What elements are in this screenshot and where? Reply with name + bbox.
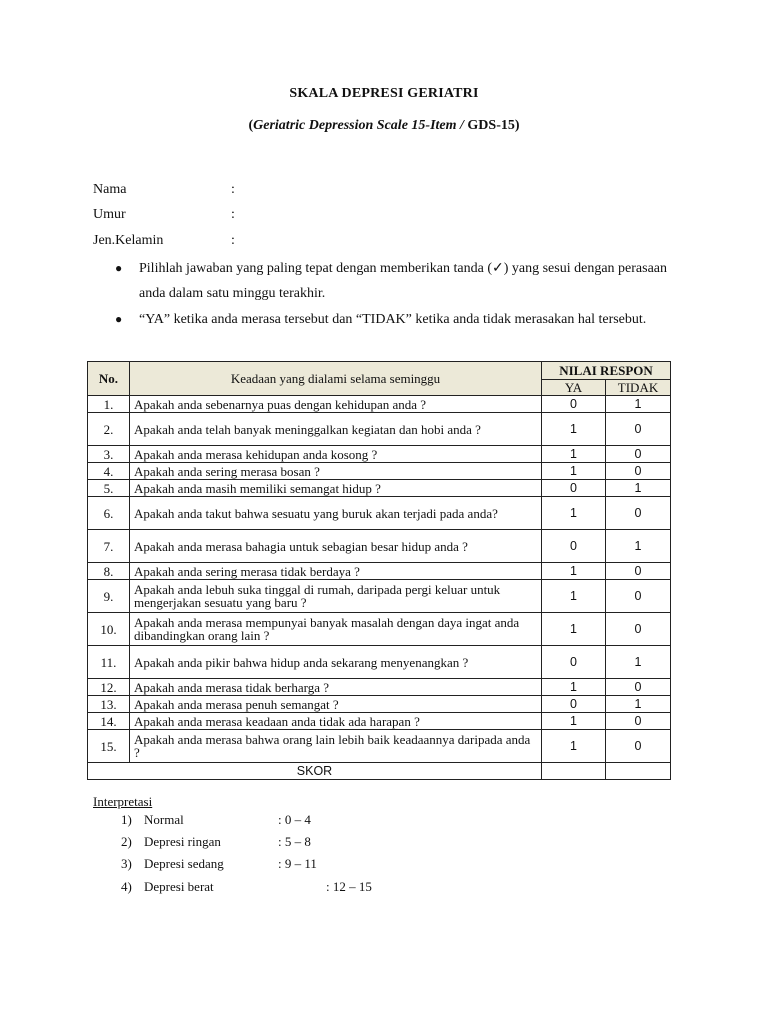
row-number: 15.: [88, 730, 130, 763]
interpretation-value: : 0 – 4: [278, 812, 311, 827]
field-label: Nama: [93, 182, 127, 197]
table-row: [88, 613, 671, 646]
interpretation-num: 1): [121, 812, 132, 827]
interpretation-value: : 9 – 11: [278, 856, 317, 871]
field-colon: :: [231, 233, 235, 248]
row-tidak-value: 0: [606, 580, 671, 613]
row-number: 11.: [88, 646, 130, 679]
interpretation-label: Depresi sedang: [144, 856, 224, 871]
field-jenis-kelamin: [93, 233, 235, 253]
interpretation-title: Interpretasi: [93, 794, 153, 809]
score-label: SKOR: [88, 763, 542, 780]
row-number: 8.: [88, 563, 130, 580]
column-header-no: No.: [88, 362, 130, 396]
row-number: 6.: [88, 497, 130, 530]
row-question: Apakah anda merasa kehidupan anda kosong ?: [130, 446, 542, 463]
table-row: [88, 480, 671, 497]
row-number: 5.: [88, 480, 130, 497]
interpretation-label: Normal: [144, 812, 184, 827]
table-body: [88, 396, 671, 763]
row-question: Apakah anda merasa bahagia untuk sebagian besar hidup anda ?: [130, 530, 542, 563]
table-row: [88, 413, 671, 446]
row-ya-value: 1: [542, 679, 606, 696]
table-row: [88, 580, 671, 613]
column-header-tidak: TIDAK: [606, 380, 671, 396]
interpretation-num: 3): [121, 856, 132, 871]
table-row: [88, 563, 671, 580]
row-number: 1.: [88, 396, 130, 413]
instruction-item: [112, 307, 672, 332]
column-header-item: Keadaan yang dialami selama seminggu: [130, 362, 542, 396]
row-ya-value: 1: [542, 446, 606, 463]
column-header-ya: YA: [542, 380, 606, 396]
interpretation-item: [121, 856, 317, 876]
bullet-icon: ●: [115, 261, 123, 275]
row-ya-value: 0: [542, 646, 606, 679]
row-question: Apakah anda takut bahwa sesuatu yang buruk akan terjadi pada anda?: [130, 497, 542, 530]
field-umur: [93, 207, 235, 227]
row-number: 3.: [88, 446, 130, 463]
row-tidak-value: 0: [606, 563, 671, 580]
subtitle-rest: GDS-15): [467, 118, 520, 133]
row-number: 4.: [88, 463, 130, 480]
row-number: 12.: [88, 679, 130, 696]
score-tidak-cell: [606, 763, 671, 780]
interpretation-item: [121, 834, 311, 854]
row-question: Apakah anda merasa penuh semangat ?: [130, 696, 542, 713]
table-row: [88, 730, 671, 763]
row-tidak-value: 0: [606, 446, 671, 463]
interpretation-item: [121, 879, 372, 899]
row-tidak-value: 0: [606, 713, 671, 730]
row-question: Apakah anda pikir bahwa hidup anda sekarang menyenangkan ?: [130, 646, 542, 679]
interpretation-label: Depresi ringan: [144, 834, 221, 849]
score-ya-cell: [542, 763, 606, 780]
row-question: Apakah anda masih memiliki semangat hidup ?: [130, 480, 542, 497]
row-question: Apakah anda telah banyak meninggalkan kegiatan dan hobi anda ?: [130, 413, 542, 446]
row-question: Apakah anda merasa keadaan anda tidak ada harapan ?: [130, 713, 542, 730]
field-colon: :: [231, 207, 235, 222]
row-ya-value: 0: [542, 396, 606, 413]
gds-table: [87, 361, 671, 780]
table-row: [88, 696, 671, 713]
row-number: 14.: [88, 713, 130, 730]
interpretation-item: [121, 812, 311, 832]
interpretation-value: : 12 – 15: [326, 879, 372, 894]
instruction-item: [112, 256, 672, 306]
row-ya-value: 0: [542, 480, 606, 497]
row-tidak-value: 1: [606, 396, 671, 413]
field-label: Jen.Kelamin: [93, 233, 164, 248]
row-question: Apakah anda sering merasa tidak berdaya ?: [130, 563, 542, 580]
row-question: Apakah anda lebuh suka tinggal di rumah, daripada pergi keluar untuk mengerjakan sesuatu yang baru ?: [130, 580, 542, 613]
row-tidak-value: 0: [606, 730, 671, 763]
row-ya-value: 1: [542, 613, 606, 646]
subtitle-open: (: [248, 118, 254, 133]
row-ya-value: 1: [542, 580, 606, 613]
row-ya-value: 1: [542, 413, 606, 446]
table-row: [88, 497, 671, 530]
row-question: Apakah anda sebenarnya puas dengan kehidupan anda ?: [130, 396, 542, 413]
row-number: 13.: [88, 696, 130, 713]
row-tidak-value: 1: [606, 530, 671, 563]
page-title: SKALA DEPRESI GERIATRI: [289, 86, 479, 101]
table-row: [88, 713, 671, 730]
table-row: [88, 646, 671, 679]
row-number: 10.: [88, 613, 130, 646]
row-question: Apakah anda merasa mempunyai banyak masalah dengan daya ingat anda dibandingkan orang lain ?: [130, 613, 542, 646]
row-tidak-value: 1: [606, 696, 671, 713]
page-subtitle: [0, 118, 768, 134]
row-tidak-value: 0: [606, 463, 671, 480]
row-tidak-value: 0: [606, 413, 671, 446]
row-question: Apakah anda merasa tidak berharga ?: [130, 679, 542, 696]
row-tidak-value: 1: [606, 646, 671, 679]
row-ya-value: 0: [542, 696, 606, 713]
interpretation-num: 4): [121, 879, 132, 894]
row-ya-value: 1: [542, 730, 606, 763]
table-row: [88, 396, 671, 413]
interpretation-num: 2): [121, 834, 132, 849]
interpretation-label: Depresi berat: [144, 879, 214, 894]
row-ya-value: 1: [542, 497, 606, 530]
row-ya-value: 0: [542, 530, 606, 563]
row-tidak-value: 1: [606, 480, 671, 497]
row-tidak-value: 0: [606, 497, 671, 530]
row-ya-value: 1: [542, 713, 606, 730]
subtitle-italic: Geriatric Depression Scale 15-Item /: [253, 118, 468, 133]
row-question: Apakah anda merasa bahwa orang lain lebih baik keadaannya daripada anda ?: [130, 730, 542, 763]
column-header-nilai-respon: NILAI RESPON: [542, 362, 671, 380]
instruction-list: [112, 256, 672, 333]
field-colon: :: [231, 182, 235, 197]
interpretation-value: : 5 – 8: [278, 834, 311, 849]
row-number: 2.: [88, 413, 130, 446]
table-row: [88, 463, 671, 480]
table-row: [88, 530, 671, 563]
table-row: [88, 446, 671, 463]
field-label: Umur: [93, 207, 126, 222]
row-number: 7.: [88, 530, 130, 563]
field-nama: [93, 182, 235, 202]
table-row: [88, 679, 671, 696]
row-ya-value: 1: [542, 563, 606, 580]
bullet-icon: ●: [115, 312, 123, 326]
instruction-text: Pilihlah jawaban yang paling tepat dengan memberikan tanda (✓) yang sesui dengan perasaan anda dalam satu minggu terakhir.: [139, 261, 667, 301]
instruction-text: “YA” ketika anda merasa tersebut dan “TIDAK” ketika anda tidak merasakan hal tersebut.: [139, 312, 647, 327]
row-number: 9.: [88, 580, 130, 613]
row-tidak-value: 0: [606, 613, 671, 646]
row-tidak-value: 0: [606, 679, 671, 696]
row-question: Apakah anda sering merasa bosan ?: [130, 463, 542, 480]
row-ya-value: 1: [542, 463, 606, 480]
